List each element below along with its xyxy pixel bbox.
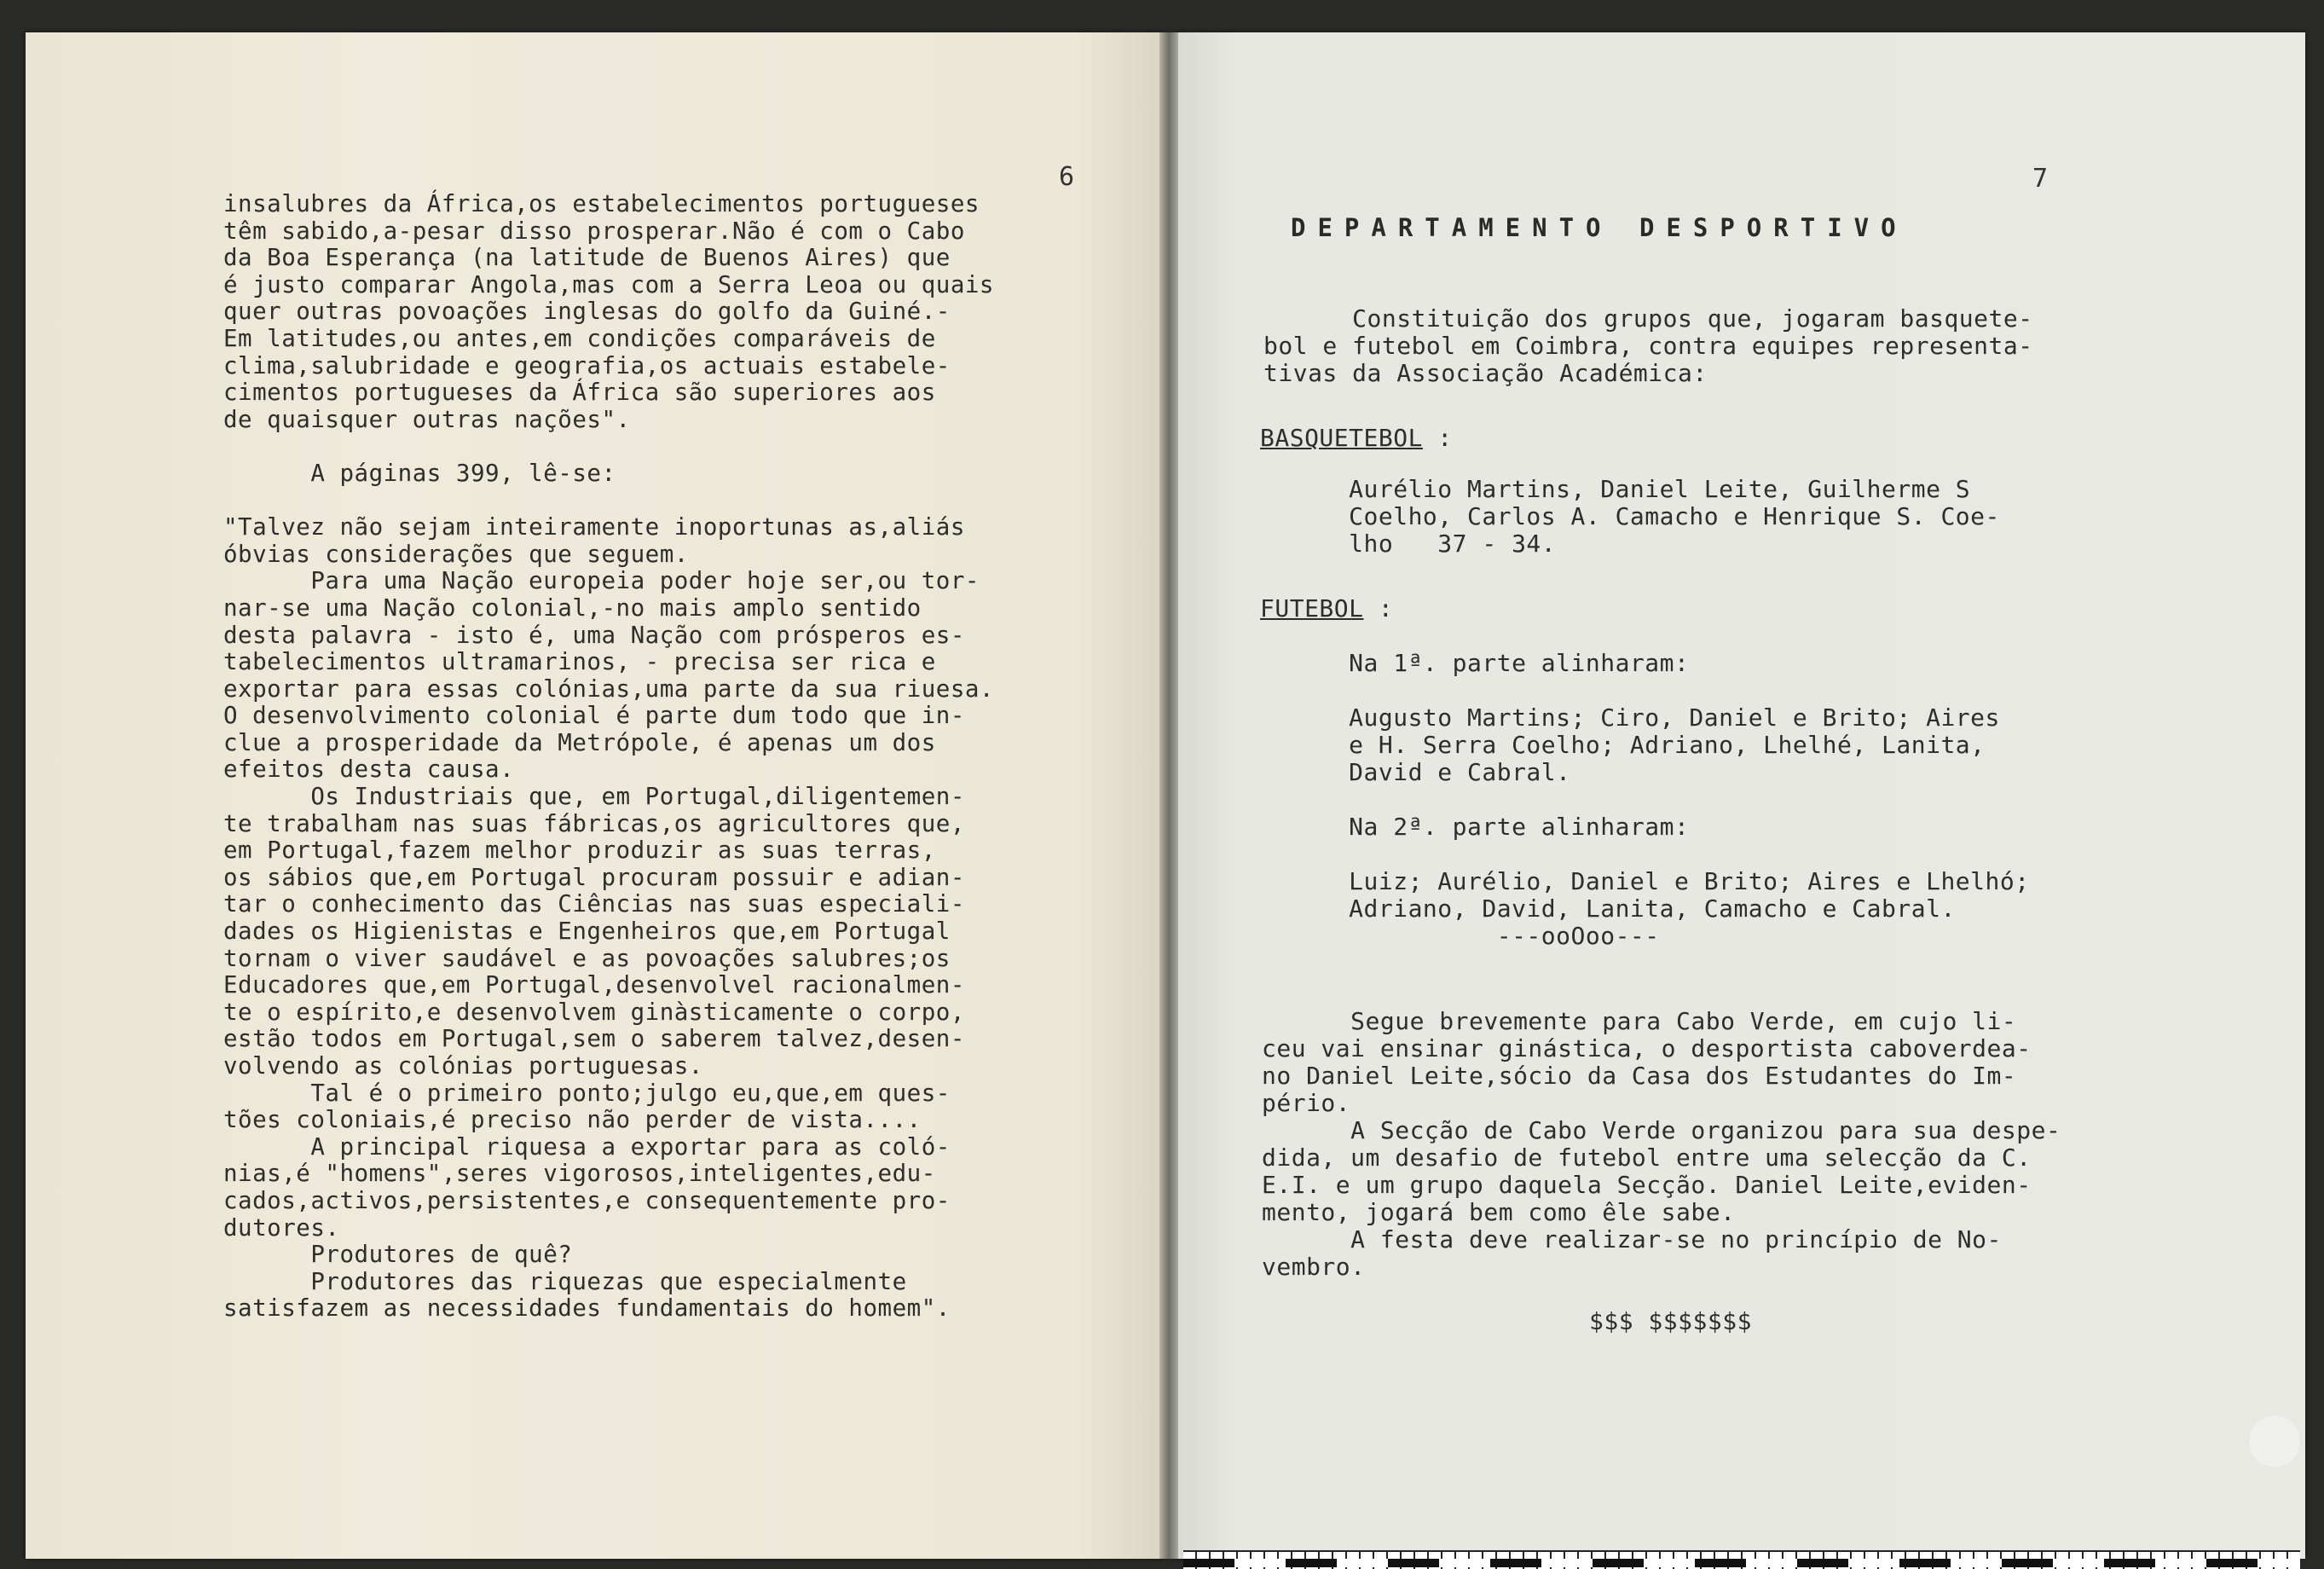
football-heading [1260, 595, 1393, 622]
news-paragraph: Segue brevemente para Cabo Verde, em cujo li- ceu vai ensinar ginástica, o desportista caboverdea- no Daniel Leite,sócio da Casa dos Estudantes do Im- pério. A Secção de Cabo Verde organizou para sua despe- dida, um desafio de futebol entre uma selecção da C. E.I. e um grupo daquela Secção. Daniel Leite,eviden- mento, jogará bem como êle sabe. A festa deve realizar-se no princípio de No- vembro. [1262, 1007, 2061, 1281]
basketball-label: BASQUETEBOL [1260, 424, 1423, 452]
basketball-team: Aurélio Martins, Daniel Leite, Guilherme S Coelho, Carlos A. Camacho e Henrique S. Coe- lho 37 - 34. [1349, 475, 2000, 558]
basketball-heading [1260, 425, 1453, 452]
basketball-label-suffix: : [1422, 424, 1453, 452]
section-heading: DEPARTAMENTO DESPORTIVO [1291, 213, 1908, 242]
left-page-body: insalubres da África,os estabelecimentos portugueses têm sabido,a-pesar disso prosperar.Não é com o Cabo da Boa Esperança (na latitude de Buenos Aires) que é justo comparar Angola,mas com a Serra Leoa ou quais quer outras povoações inglesas do golfo da Guiné.- Em latitudes,ou antes,em condições comparáveis de clima,salubridade e geografia,os actuais estabele- cimentos portugueses da África são superiores aos de quaisquer outras nações". A páginas 399, lê-se: "Talvez não sejam inteiramente inoportunas as,aliás óbvias considerações que seguem. Para uma Nação europeia poder hoje ser,ou tor- nar-se uma Nação colonial,-no mais amplo sentido desta palavra - isto é, uma Nação com prósperos es- tabelecimentos ultramarinos, - precisa ser rica e exportar para essas colónias,uma parte da sua riuesa. O desenvolvimento colonial é parte dum todo que in- clue a prosperidade da Metrópole, é apenas um dos efeitos desta causa. Os Industriais que, em Portugal,diligentemen- te trabalham nas suas fábricas,os agricultores que, em Portugal,fazem melhor produzir as suas terras, os sábios que,em Portugal procuram possuir e adian- tar o conhecimento das Ciências nas suas especiali- dades os Higienistas e Engenheiros que,em Portugal tornam o viver saudável e as povoações salubres;os Educadores que,em Portugal,desenvolvel racionalmen- te o espírito,e desenvolvem ginàsticamente o corpo, estão todos em Portugal,sem o saberem talvez,desen- volvendo as colónias portuguesas. Tal é o primeiro ponto;julgo eu,que,em ques- tões coloniais,é preciso não perder de vista.... A principal riquesa a exportar para as coló- nias,é "homens",seres vigorosos,inteligentes,edu- cados,activos,persistentes,e consequentemente pro- dutores. Produtores de quê? Produtores das riquezas que especialmente satisfazem as necessidades fundamentais do homem". [223, 190, 994, 1323]
closing-mark: $$$ $$$$$$$ [1589, 1307, 1752, 1335]
measurement-scale-ticks [1183, 1559, 2300, 1567]
football-label: FUTEBOL [1260, 594, 1364, 622]
intro-paragraph: Constituição dos grupos que, jogaram basquete- bol e futebol em Coimbra, contra equipes representa- tivas da Associação Académica: [1263, 304, 2033, 387]
right-page-number: 7 [2032, 164, 2049, 194]
paper-blemish [2249, 1416, 2300, 1467]
book-spine [1159, 32, 1178, 1559]
left-page-number: 6 [1059, 162, 1075, 192]
football-teams: Na 1ª. parte alinharam: Augusto Martins; Ciro, Daniel e Brito; Aires e H. Serra Coelho; Adriano, Lhelhé, Lanita, David e Cabral. Na 2ª. parte alinharam: Luiz; Aurélio, Daniel e Brito; Aires e Lhelhó; Adriano, David, Lanita, Camacho e Cabral. ---ooOoo--- [1349, 649, 2030, 950]
football-label-suffix: : [1363, 594, 1394, 622]
